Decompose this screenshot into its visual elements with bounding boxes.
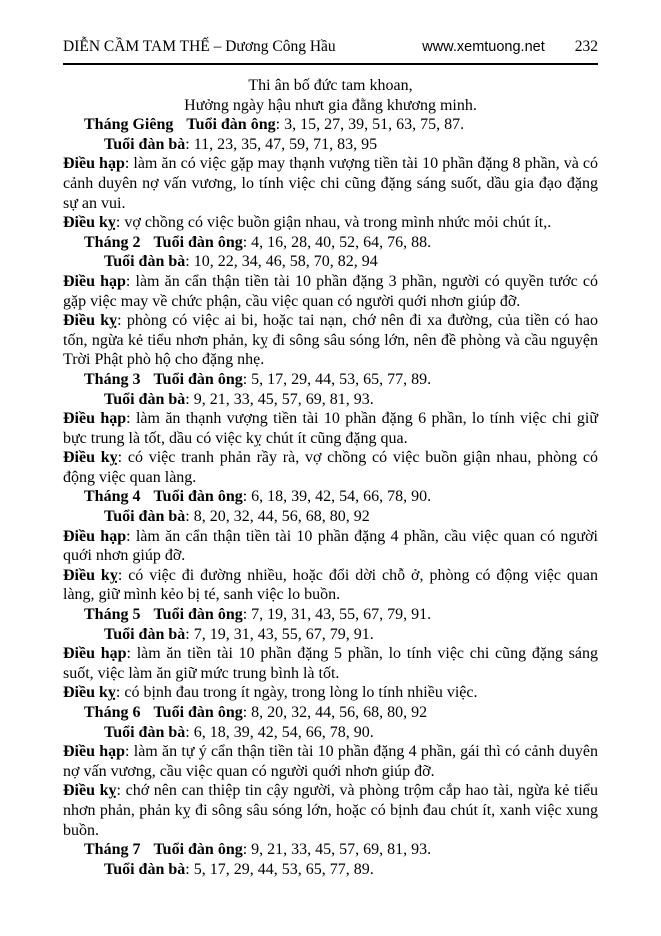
female-age-label: Tuổi đàn bà bbox=[104, 860, 186, 878]
hap-text: làm ăn tiền tài 10 phần đặng 5 phần, lo tính việc chi cũng đặng sáng suốt, việc làm ăn giữ mức trung bình là tốt. bbox=[63, 645, 598, 682]
month-name: Tháng Giêng bbox=[84, 116, 174, 134]
hap-text: làm ăn cẩn thận tiền tài 10 phần đặng 3 phần, người có quyền tước có gặp việc may về chức phận, cầu việc quan có người quới nhơn giúp đỡ. bbox=[63, 272, 599, 310]
ky-label: Điều kỵ bbox=[63, 214, 116, 232]
ky-label: Điều kỵ bbox=[63, 312, 118, 330]
month-female-line bbox=[63, 252, 598, 272]
hap-paragraph bbox=[63, 742, 598, 781]
month-male-line bbox=[63, 233, 598, 253]
label-separator: : bbox=[242, 606, 252, 624]
female-age-numbers: 5, 17, 29, 44, 53, 65, 77, 89. bbox=[193, 860, 374, 878]
label-separator: : bbox=[185, 253, 194, 271]
female-age-label: Tuổi đàn bà bbox=[104, 508, 186, 526]
hap-paragraph bbox=[63, 409, 598, 448]
hap-paragraph bbox=[63, 154, 598, 213]
ky-paragraph bbox=[63, 448, 598, 487]
label-separator: : bbox=[115, 684, 125, 702]
ky-label: Điều kỵ bbox=[63, 782, 117, 800]
label-separator: : bbox=[126, 410, 136, 428]
month-male-line bbox=[63, 703, 598, 723]
month-female-line bbox=[63, 860, 598, 880]
label-separator: : bbox=[117, 449, 128, 467]
website-url: www.xemtuong.net bbox=[422, 39, 545, 55]
male-age-numbers: 8, 20, 32, 44, 56, 68, 80, 92 bbox=[251, 704, 428, 721]
hap-label: Điều hạp bbox=[63, 410, 127, 428]
male-age-numbers: 7, 19, 31, 43, 55, 67, 79, 91. bbox=[251, 606, 432, 624]
month-male-line bbox=[63, 487, 598, 507]
hap-text: làm ăn cẩn thận tiền tài 10 phần đặng 4 phần, cầu việc quan có người quới nhơn giúp đỡ. bbox=[63, 527, 599, 565]
hap-label: Điều hạp bbox=[63, 272, 126, 290]
label-separator: : bbox=[185, 135, 194, 153]
label-separator: : bbox=[242, 704, 252, 721]
male-age-label: Tuổi đàn ông bbox=[186, 116, 276, 134]
male-age-label: Tuổi đàn ông bbox=[153, 704, 243, 721]
book-title: DIỄN CẦM TAM THẾ – Dương Công Hầu bbox=[63, 38, 336, 55]
label-separator: : bbox=[185, 860, 194, 878]
female-age-numbers: 6, 18, 39, 42, 54, 66, 78, 90. bbox=[193, 723, 374, 741]
ky-paragraph bbox=[63, 683, 598, 703]
month-section bbox=[63, 487, 598, 605]
male-age-numbers: 3, 15, 27, 39, 51, 63, 75, 87. bbox=[284, 116, 465, 134]
label-separator: : bbox=[275, 116, 285, 134]
ky-text: phòng có việc ai bi, hoặc tai nạn, chớ nên đi xa đường, của tiền có hao tốn, ngừa kẻ tiểu nhơn phản, kỵ đi sông sâu sóng lớn, nên đề phòng và cầu nguyện Trời Phật phò hộ cho đặng nhẹ. bbox=[63, 312, 598, 369]
female-age-numbers: 8, 20, 32, 44, 56, 68, 80, 92 bbox=[193, 508, 370, 526]
ky-text: có việc đi đường nhiều, hoặc đổi dời chỗ ở, phòng có động việc quan làng, giữ mình kẻo bị té, sanh việc lo buồn. bbox=[63, 566, 598, 604]
month-section bbox=[63, 115, 598, 233]
ky-text: vợ chồng có việc buồn giận nhau, và trong mình nhức mỏi chút ít,. bbox=[124, 214, 552, 232]
female-age-numbers: 9, 21, 33, 45, 57, 69, 81, 93. bbox=[193, 390, 374, 408]
male-age-label: Tuổi đàn ông bbox=[153, 606, 243, 624]
label-separator: : bbox=[126, 527, 136, 545]
month-female-line bbox=[63, 507, 598, 527]
label-separator: : bbox=[185, 508, 194, 526]
ky-label: Điều kỵ bbox=[63, 684, 116, 702]
ky-paragraph bbox=[63, 566, 598, 605]
label-separator: : bbox=[242, 370, 252, 388]
male-age-numbers: 4, 16, 28, 40, 52, 64, 76, 88. bbox=[251, 233, 432, 251]
month-name: Tháng 3 bbox=[84, 370, 141, 388]
ky-paragraph bbox=[63, 781, 598, 840]
female-age-label: Tuổi đàn bà bbox=[104, 625, 186, 643]
label-separator: : bbox=[185, 723, 194, 741]
month-section bbox=[63, 233, 598, 370]
label-separator: : bbox=[126, 645, 137, 663]
male-age-numbers: 9, 21, 33, 45, 57, 69, 81, 93. bbox=[251, 841, 432, 859]
female-age-numbers: 11, 23, 35, 47, 59, 71, 83, 95 bbox=[193, 135, 378, 153]
poem-line-2: Hưởng ngày hậu nhưt gia đằng khương minh. bbox=[184, 96, 477, 114]
female-age-label: Tuổi đàn bà bbox=[104, 253, 186, 271]
label-separator: : bbox=[242, 488, 252, 506]
label-separator: : bbox=[185, 390, 194, 408]
month-section bbox=[63, 840, 598, 879]
hap-label: Điều hạp bbox=[63, 645, 127, 663]
female-age-label: Tuổi đàn bà bbox=[104, 390, 186, 408]
hap-label: Điều hạp bbox=[63, 527, 127, 545]
month-male-line bbox=[63, 840, 598, 860]
month-name: Tháng 4 bbox=[84, 488, 141, 506]
ky-text: có việc tranh phản rầy rà, vợ chồng có việc buồn giận nhau, phòng có động việc quan làng. bbox=[63, 449, 598, 486]
label-separator: : bbox=[125, 272, 136, 290]
ky-label: Điều kỵ bbox=[63, 449, 118, 467]
male-age-label: Tuổi đàn ông bbox=[153, 841, 243, 859]
month-section bbox=[63, 370, 598, 488]
ky-label: Điều kỵ bbox=[63, 566, 118, 584]
female-age-numbers: 10, 22, 34, 46, 58, 70, 82, 94 bbox=[193, 253, 378, 271]
hap-text: làm ăn có việc gặp may thạnh vượng tiền tài 10 phần đặng 8 phần, và có cảnh duyên nợ vấn vương, lo tính việc chi cũng đặng sáng suốt, dầu gia đạo đặng sự an vui. bbox=[63, 155, 598, 212]
hap-label: Điều hạp bbox=[63, 155, 125, 173]
label-separator: : bbox=[116, 782, 126, 800]
month-male-line bbox=[63, 370, 598, 390]
ky-paragraph bbox=[63, 213, 598, 233]
months-container bbox=[63, 115, 598, 879]
month-name: Tháng 7 bbox=[84, 841, 141, 859]
month-female-line bbox=[63, 625, 598, 645]
month-name: Tháng 5 bbox=[84, 606, 141, 624]
male-age-label: Tuổi đàn ông bbox=[153, 370, 243, 388]
male-age-numbers: 6, 18, 39, 42, 54, 66, 78, 90. bbox=[251, 488, 432, 506]
female-age-label: Tuổi đàn bà bbox=[104, 723, 186, 741]
male-age-numbers: 5, 17, 29, 44, 53, 65, 77, 89. bbox=[251, 370, 432, 388]
month-male-line bbox=[63, 115, 598, 135]
month-name: Tháng 6 bbox=[84, 704, 141, 721]
hap-paragraph bbox=[63, 527, 598, 566]
label-separator: : bbox=[117, 566, 129, 584]
female-age-numbers: 7, 19, 31, 43, 55, 67, 79, 91. bbox=[193, 625, 374, 643]
month-female-line bbox=[63, 135, 598, 155]
month-male-line bbox=[63, 605, 598, 625]
hap-text: làm ăn tự ý cẩn thận tiền tài 10 phần đặng 4 phần, gái thì có cảnh duyên nợ vấn vương, cầu việc quan có người quới nhơn giúp đỡ. bbox=[63, 743, 599, 780]
label-separator: : bbox=[185, 625, 194, 643]
month-section bbox=[63, 605, 598, 703]
month-female-line bbox=[63, 723, 598, 743]
month-section bbox=[63, 703, 598, 840]
poem-line-1: Thi ân bố đức tam khoan, bbox=[248, 77, 413, 94]
male-age-label: Tuổi đàn ông bbox=[153, 233, 243, 251]
label-separator: : bbox=[242, 233, 252, 251]
label-separator: : bbox=[124, 155, 134, 173]
hap-paragraph bbox=[63, 272, 598, 311]
month-name: Tháng 2 bbox=[84, 233, 141, 251]
ky-paragraph bbox=[63, 311, 598, 370]
ky-text: chớ nên can thiệp tin cậy người, và phòng trộm cắp hao tài, ngừa kẻ tiểu nhơn phản, phản kỵ đi sông sâu sóng lớn, hoặc có bịnh đau chút ít, xanh việc xung buồn. bbox=[63, 782, 598, 839]
hap-paragraph bbox=[63, 644, 598, 683]
header-divider bbox=[63, 63, 598, 65]
label-separator: : bbox=[125, 743, 134, 761]
ky-text: có bịnh đau trong ít ngày, trong lòng lo tính nhiều việc. bbox=[124, 684, 478, 702]
page-header bbox=[63, 37, 598, 57]
hap-text: làm ăn thạnh vượng tiền tài 10 phần đặng 6 phần, lo tính việc chi giữ bực trung là tốt, dầu có việc kỵ chút ít cũng đặng qua. bbox=[63, 410, 599, 447]
month-female-line bbox=[63, 390, 598, 410]
female-age-label: Tuổi đàn bà bbox=[104, 135, 186, 153]
page-number: 232 bbox=[574, 38, 598, 55]
label-separator: : bbox=[115, 214, 125, 232]
label-separator: : bbox=[117, 312, 127, 330]
male-age-label: Tuổi đàn ông bbox=[153, 488, 243, 506]
label-separator: : bbox=[242, 841, 252, 859]
page-content bbox=[63, 76, 598, 879]
hap-label: Điều hạp bbox=[63, 743, 126, 761]
